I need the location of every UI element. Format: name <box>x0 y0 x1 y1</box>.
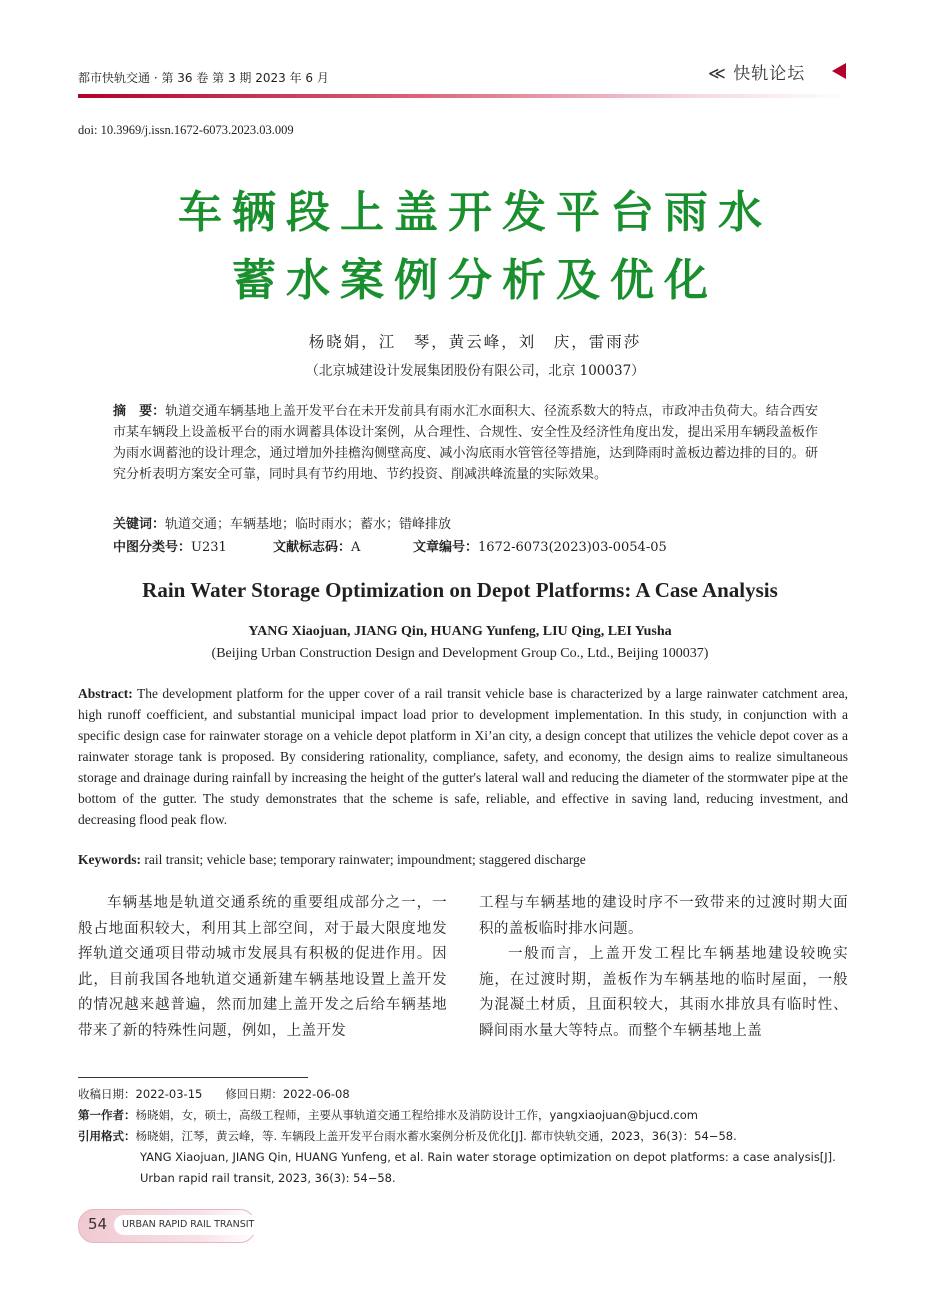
footnote-cite-label: 引用格式： <box>78 1129 136 1143</box>
footnote-citation <box>78 1126 858 1189</box>
footnote-cite-cn: 杨晓娟，江琴，黄云峰，等. 车辆段上盖开发平台雨水蓄水案例分析及优化[J]. 都市快轨交通，2023，36(3)：54−58. <box>135 1129 737 1143</box>
abstract-cn <box>113 401 818 485</box>
triangle-marker-icon <box>832 63 846 79</box>
affiliation-cn: （北京城建设计发展集团股份有限公司，北京 100037） <box>305 363 645 379</box>
footnote-author-label: 第一作者： <box>78 1108 136 1122</box>
footer-journal-name: URBAN RAPID RAIL TRANSIT <box>114 1215 262 1235</box>
journal-header: 都市快轨交通 · 第 36 卷 第 3 期 2023 年 6 月 <box>78 71 329 85</box>
article-number-value: 1672-6073(2023)03-0054-05 <box>478 540 667 555</box>
section-tag: ≪ 快轨论坛 <box>708 64 806 84</box>
keywords-cn-text: 轨道交通；车辆基地；临时雨水；蓄水；错峰排放 <box>165 517 452 532</box>
authors-cn: 杨晓娟，江 琴，黄云峰，刘 庆，雷雨莎 <box>308 333 642 351</box>
footnote-dates: 收稿日期：2022-03-15 修回日期：2022-06-08 <box>78 1087 350 1101</box>
footnote-rule <box>78 1077 308 1078</box>
abstract-en-text: The development platform for the upper cover of a rail transit vehicle base is characterized by a large rainwater catchment area, high runoff coefficient, and substantial municipal impact load prior to development implementation. In this study, in conjunction with a specific design case for rainwater storage on a vehicle depot platform in Xi’an city, a design concept that utilizes the vehicle depot cover as a rainwater storage tank is proposed. By considering rationality, compliance, safety, and economy, the design aims to realize simultaneous storage and drainage during rainfall by increasing the height of the gutter's lateral wall and reducing the diameter of the stormwater pipe at the bottom of the gutter. The study demonstrates that the scheme is safe, reliable, and effective in saving land, reducing investment, and decreasing flood peak flow. <box>78 686 848 827</box>
doi: doi: 10.3969/j.issn.1672-6073.2023.03.009 <box>78 123 294 137</box>
body-paragraph: 车辆基地是轨道交通系统的重要组成部分之一，一般占地面积较大，利用其上部空间，对于最大限度地发挥轨道交通项目带动城市发展具有积极的促进作用。因此，目前我国各地轨道交通新建车辆基地设置上盖开发的情况越来越普遍，然而加建上盖开发之后给车辆基地带来了新的特殊性问题，例如，上盖开发 <box>78 895 447 1039</box>
body-paragraph: 一般而言，上盖开发工程比车辆基地建设较晚实施，在过渡时期，盖板作为车辆基地的临时屋面，一般为混凝土材质，且面积较大，其雨水排放具有临时性、瞬间雨水量大等特点。而整个车辆基地上盖 <box>479 946 848 1039</box>
title-cn-line1: 车辆段上盖开发平台雨水 <box>178 187 772 238</box>
affiliation-en: (Beijing Urban Construction Design and Development Group Co., Ltd., Beijing 100037) <box>211 646 709 661</box>
abstract-en-label: Abstract: <box>78 686 133 701</box>
title-en: Rain Water Storage Optimization on Depot Platforms: A Case Analysis <box>142 578 778 602</box>
authors-en: YANG Xiaojuan, JIANG Qin, HUANG Yunfeng, LIU Qing, LEI Yusha <box>248 624 672 639</box>
body-paragraph: 工程与车辆基地的建设时序不一致带来的过渡时期大面积的盖板临时排水问题。 <box>479 895 848 937</box>
abstract-cn-label: 摘 要： <box>113 404 166 419</box>
abstract-en <box>78 683 848 830</box>
keywords-cn-label: 关键词： <box>113 517 166 532</box>
clc-value: U231 <box>191 540 227 555</box>
header-rule <box>78 94 848 98</box>
title-cn-line2: 蓄水案例分析及优化 <box>232 255 718 306</box>
body-column-right <box>479 891 848 1044</box>
page-number: 54 <box>88 1215 108 1233</box>
keywords-cn <box>113 514 818 535</box>
keywords-en-text: rail transit; vehicle base; temporary rainwater; impoundment; staggered discharge <box>141 852 586 867</box>
footnote-author-text: 杨晓娟，女，硕士，高级工程师，主要从事轨道交通工程给排水及消防设计工作，yangxiaojuan@bjucd.com <box>135 1108 698 1122</box>
article-number-label: 文章编号： <box>413 540 479 555</box>
keywords-en <box>78 849 848 870</box>
footnote-cite-en: YANG Xiaojuan, JIANG Qin, HUANG Yunfeng, et al. Rain water storage optimization on depot platforms: a case analysis[J]. Urban rapid rail transit, 2023, 36(3): 54−58. <box>140 1150 836 1185</box>
body-column-left <box>78 891 447 1044</box>
footnote-first-author <box>78 1105 858 1126</box>
doc-code-label: 文献标志码： <box>273 540 352 555</box>
classification-row <box>113 537 818 558</box>
keywords-en-label: Keywords: <box>78 852 141 867</box>
doc-code-value: A <box>351 540 361 555</box>
abstract-cn-text: 轨道交通车辆基地上盖开发平台在未开发前具有雨水汇水面积大、径流系数大的特点，市政冲击负荷大。结合西安市某车辆段上设盖板平台的雨水调蓄具体设计案例，从合理性、合规性、安全性及经济性角度出发，提出采用车辆段盖板作为雨水调蓄池的设计理念，通过增加外挂檐沟侧壁高度、减小沟底雨水管管径等措施，达到降雨时盖板边蓄边排的目的。研究分析表明方案安全可靠，同时具有节约用地、节约投资、削减洪峰流量的实际效果。 <box>113 404 818 482</box>
clc-label: 中图分类号： <box>113 540 192 555</box>
